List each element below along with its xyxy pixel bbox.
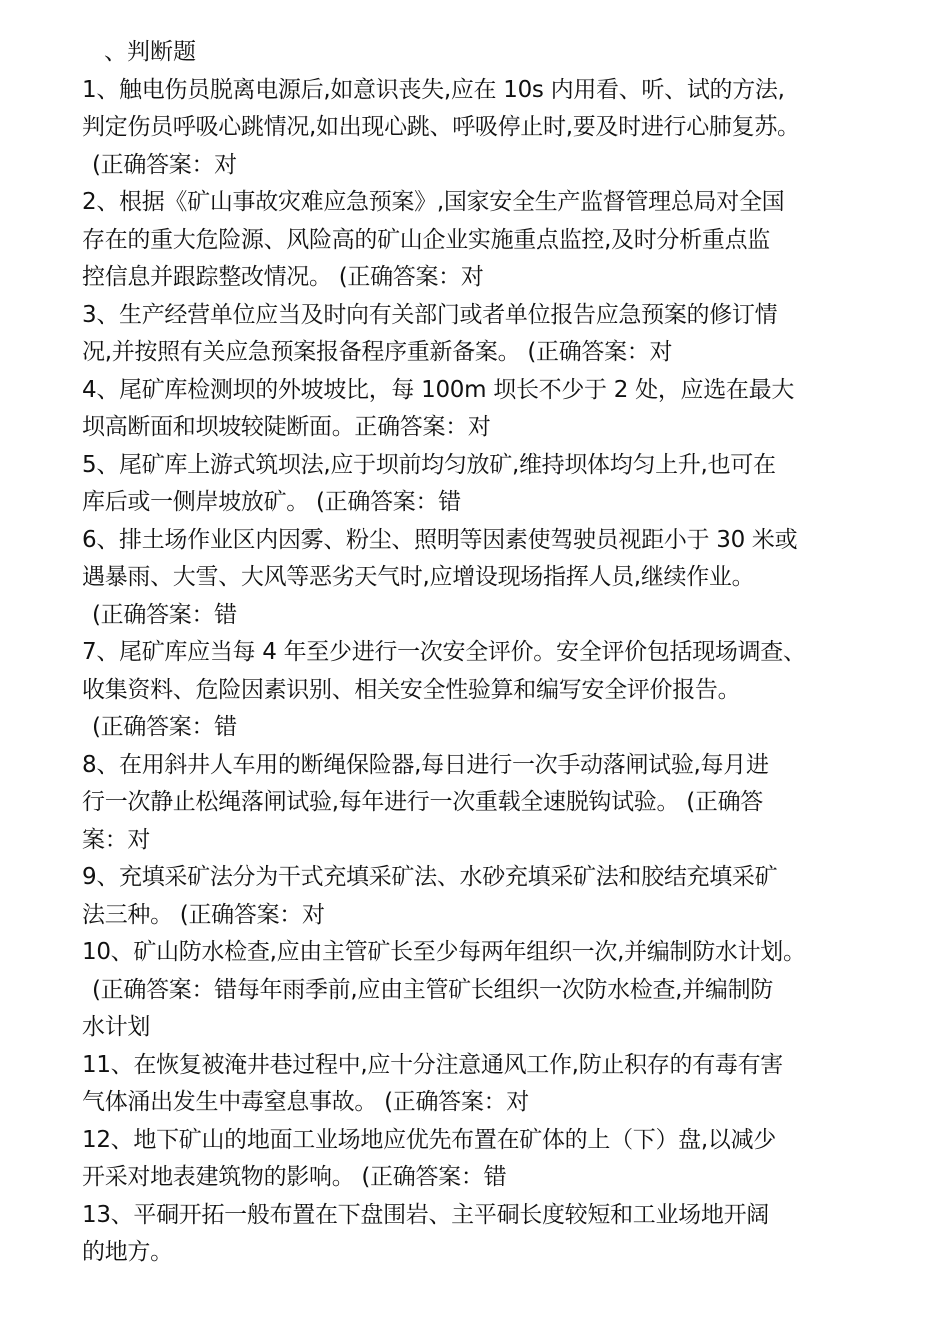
question-12-line-2: 开采对地表建筑物的影响。 (正确答案：错 — [82, 1164, 507, 1190]
section-heading: 、判断题 — [104, 39, 196, 65]
question-1-answer: (正确答案：对 — [92, 151, 237, 178]
question-7-line-2: 收集资料、危险因素识别、相关安全性验算和编写安全评价报告。 — [82, 676, 741, 703]
question-9-line-1: 9、充填采矿法分为干式充填采矿法、水砂充填采矿法和胶结充填采矿 — [82, 864, 778, 890]
question-5-line-2: 库后或一侧岸坡放矿。 (正确答案：错 — [82, 489, 461, 515]
question-2-line-1: 2、根据《矿山事故灾难应急预案》,国家安全生产监督管理总局对全国 — [82, 189, 785, 215]
question-2-line-3: 控信息并跟踪整改情况。 (正确答案：对 — [82, 264, 484, 290]
question-12-line-1: 12、地下矿山的地面工业场地应优先布置在矿体的上（下）盘,以减少 — [82, 1126, 776, 1153]
document-page — [82, 34, 882, 1272]
question-4-line-2: 坝高断面和坝坡较陡断面。正确答案：对 — [82, 414, 491, 440]
question-3-line-2: 况,并按照有关应急预案报备程序重新备案。 (正确答案：对 — [82, 339, 673, 365]
question-13-line-1: 13、平硐开拓一般布置在下盘围岩、主平硐长度较短和工业场地开阔 — [82, 1201, 769, 1228]
question-4-line-1: 4、尾矿库检测坝的外坡坡比，每 100m 坝长不少于 2 处，应选在最大 — [82, 376, 795, 403]
question-1-line-2: 判定伤员呼吸心跳情况,如出现心跳、呼吸停止时,要及时进行心肺复苏。 — [82, 114, 800, 140]
question-5-line-1: 5、尾矿库上游式筑坝法,应于坝前均匀放矿,维持坝体均匀上升,也可在 — [82, 451, 776, 478]
question-6-answer: (正确答案：错 — [92, 601, 237, 628]
question-6-line-2: 遇暴雨、大雪、大风等恶劣天气时,应增设现场指挥人员,继续作业。 — [82, 564, 755, 590]
question-11-line-2: 气体涌出发生中毒窒息事故。 (正确答案：对 — [82, 1089, 529, 1115]
question-13-line-2: 的地方。 — [82, 1239, 173, 1265]
question-10-answer: (正确答案：错每年雨季前,应由主管矿长组织一次防水检查,并编制防 — [92, 976, 773, 1003]
question-3-line-1: 3、生产经营单位应当及时向有关部门或者单位报告应急预案的修订情 — [82, 301, 778, 328]
question-8-line-3: 案：对 — [82, 826, 151, 853]
question-8-line-1: 8、在用斜井人车用的断绳保险器,每日进行一次手动落闸试验,每月进 — [82, 751, 769, 778]
question-8-line-2: 行一次静止松绳落闸试验,每年进行一次重载全速脱钩试验。 (正确答 — [82, 789, 763, 815]
question-9-line-2: 法三种。 (正确答案：对 — [82, 901, 325, 928]
question-11-line-1: 11、在恢复被淹井巷过程中,应十分注意通风工作,防止积存的有毒有害 — [82, 1051, 783, 1078]
question-2-line-2: 存在的重大危险源、风险高的矿山企业实施重点监控,及时分析重点监 — [82, 226, 771, 253]
question-10-line-1: 10、矿山防水检查,应由主管矿长至少每两年组织一次,并编制防水计划。 — [82, 939, 806, 965]
question-1-line-1: 1、触电伤员脱离电源后,如意识丧失,应在 10s 内用看、听、试的方法, — [82, 76, 785, 103]
question-7-answer: (正确答案：错 — [92, 714, 237, 740]
question-6-line-1: 6、排土场作业区内因雾、粉尘、照明等因素使驾驶员视距小于 30 米或 — [82, 526, 798, 553]
question-10-answer-cont: 水计划 — [82, 1014, 151, 1040]
question-7-line-1: 7、尾矿库应当每 4 年至少进行一次安全评价。安全评价包括现场调查、 — [82, 639, 806, 665]
